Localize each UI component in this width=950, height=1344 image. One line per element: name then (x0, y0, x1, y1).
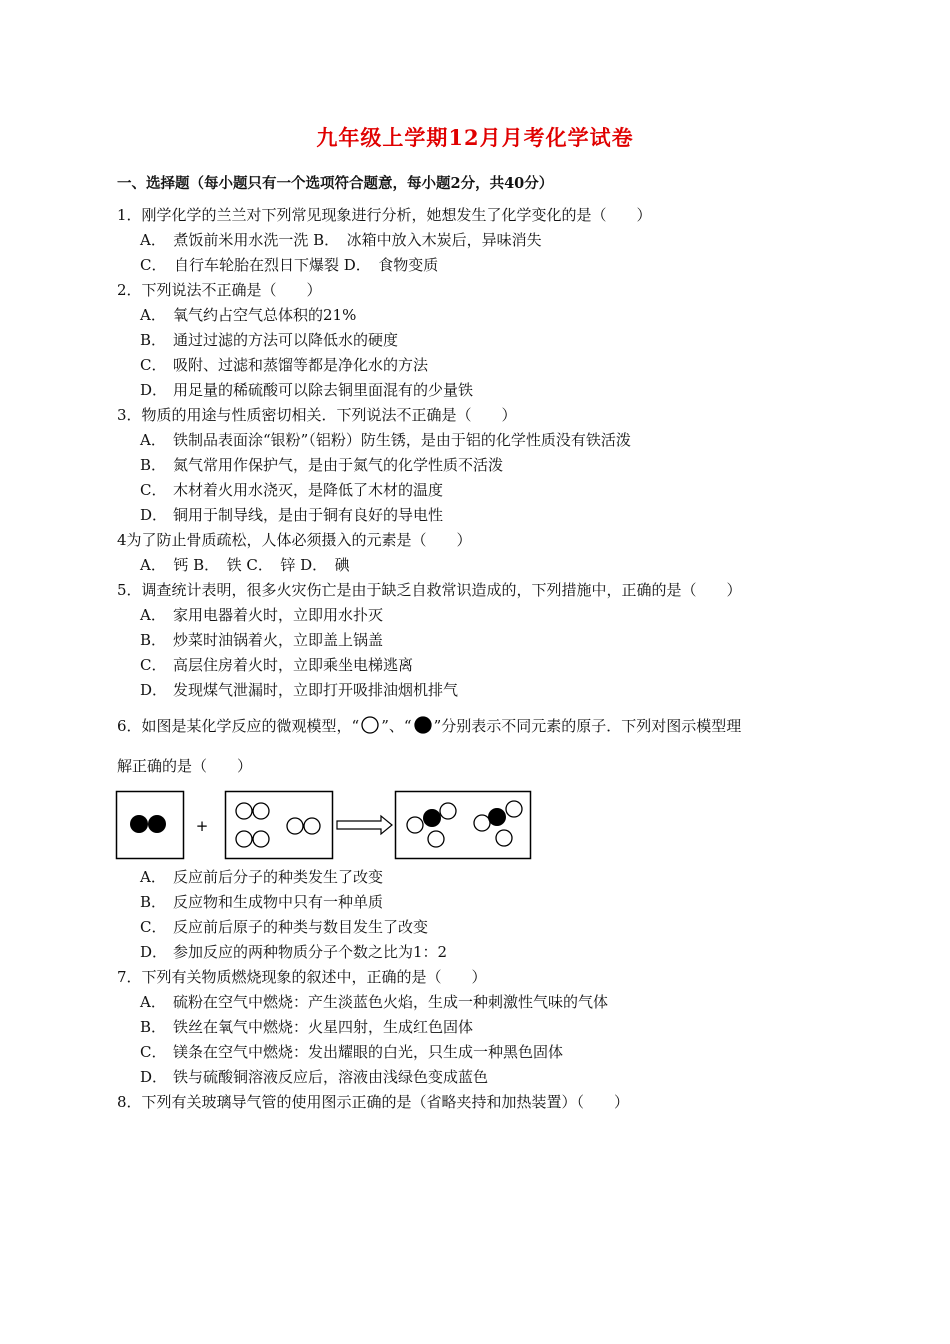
reaction-model-diagram (113, 788, 543, 868)
product-box (396, 792, 531, 859)
question-6-option-a: A． 反应前后分子的种类发生了改变 (140, 868, 384, 886)
question-2-option-d: D． 用足量的稀硫酸可以除去铜里面混有的少量铁 (140, 381, 474, 399)
question-7-option-d: D． 铁与硫酸铜溶液反应后，溶液由浅绿色变成蓝色 (140, 1068, 489, 1086)
question-2-option-c: C． 吸附、过滤和蒸馏等都是净化水的方法 (140, 356, 429, 374)
question-5-stem: 5．调查统计表明，很多火灾伤亡是由于缺乏自救常识造成的，下列措施中，正确的是（ ） (117, 581, 742, 599)
question-3-stem: 3．物质的用途与性质密切相关．下列说法不正确是（ ） (117, 406, 517, 424)
section-heading: 一、选择题（每小题只有一个选项符合题意，每小题2分，共40分） (117, 175, 554, 192)
question-3-option-b: B． 氮气常用作保护气，是由于氮气的化学性质不活泼 (140, 456, 504, 474)
question-5-option-d: D． 发现煤气泄漏时，立即打开吸排油烟机排气 (140, 681, 459, 699)
question-7-option-b: B． 铁丝在氧气中燃烧：火星四射，生成红色固体 (140, 1018, 474, 1036)
question-7-stem: 7．下列有关物质燃烧现象的叙述中，正确的是（ ） (117, 968, 487, 986)
black-atom (148, 815, 166, 833)
question-2-option-b: B． 通过过滤的方法可以降低水的硬度 (140, 331, 399, 349)
question-5-option-a: A． 家用电器着火时，立即用水扑灭 (140, 606, 384, 624)
question-3-option-c: C． 木材着火用水浇灭，是降低了木材的温度 (140, 481, 444, 499)
question-1-stem: 1．刚学化学的兰兰对下列常见现象进行分析，她想发生了化学变化的是（ ） (117, 206, 652, 224)
black-atom (130, 815, 148, 833)
question-1-options-row-1: A． 煮饭前米用水洗一洗 B． 冰箱中放入木炭后，异味消失 (140, 231, 542, 249)
question-8-stem: 8．下列有关玻璃导气管的使用图示正确的是（省略夹持和加热装置）（ ） (117, 1093, 630, 1111)
question-3-option-d: D． 铜用于制导线，是由于铜有良好的导电性 (140, 506, 444, 524)
question-7-option-c: C． 镁条在空气中燃烧：发出耀眼的白光，只生成一种黑色固体 (140, 1043, 564, 1061)
black-atom-icon (413, 716, 433, 739)
question-6-stem-continued: 解正确的是（ ） (117, 757, 253, 775)
page-title: 九年级上学期12月月考化学试卷 (316, 125, 634, 150)
question-6-option-d: D． 参加反应的两种物质分子个数之比为1：2 (140, 943, 448, 961)
question-6-option-c: C． 反应前后原子的种类与数目发生了改变 (140, 918, 429, 936)
question-6-stem: 6．如图是某化学反应的微观模型，“ ”、“ ”分别表示不同元素的原子．下列对图示模型理 (117, 716, 741, 739)
white-atom-icon (360, 716, 380, 739)
reactant-box-2 (226, 792, 333, 859)
question-4-options-row: A． 钙 B． 铁 C． 锌 D． 碘 (140, 556, 350, 574)
question-3-option-a: A． 铁制品表面涂“银粉”（铝粉）防生锈，是由于铝的化学性质没有铁活泼 (140, 431, 631, 449)
question-2-option-a: A． 氧气约占空气总体积的21% (140, 306, 357, 324)
question-5-option-b: B． 炒菜时油锅着火，立即盖上锅盖 (140, 631, 384, 649)
question-4-stem: 4为了防止骨质疏松，人体必须摄入的元素是（ ） (117, 531, 472, 549)
plus-sign: + (195, 817, 209, 835)
reaction-arrow (337, 816, 392, 834)
question-2-stem: 2．下列说法不正确是（ ） (117, 281, 322, 299)
question-5-option-c: C． 高层住房着火时，立即乘坐电梯逃离 (140, 656, 414, 674)
question-1-options-row-2: C． 自行车轮胎在烈日下爆裂 D． 食物变质 (140, 256, 439, 274)
question-6-option-b: B． 反应物和生成物中只有一种单质 (140, 893, 384, 911)
reactant-box-1 (117, 792, 184, 859)
question-7-option-a: A． 硫粉在空气中燃烧：产生淡蓝色火焰，生成一种刺激性气味的气体 (140, 993, 609, 1011)
